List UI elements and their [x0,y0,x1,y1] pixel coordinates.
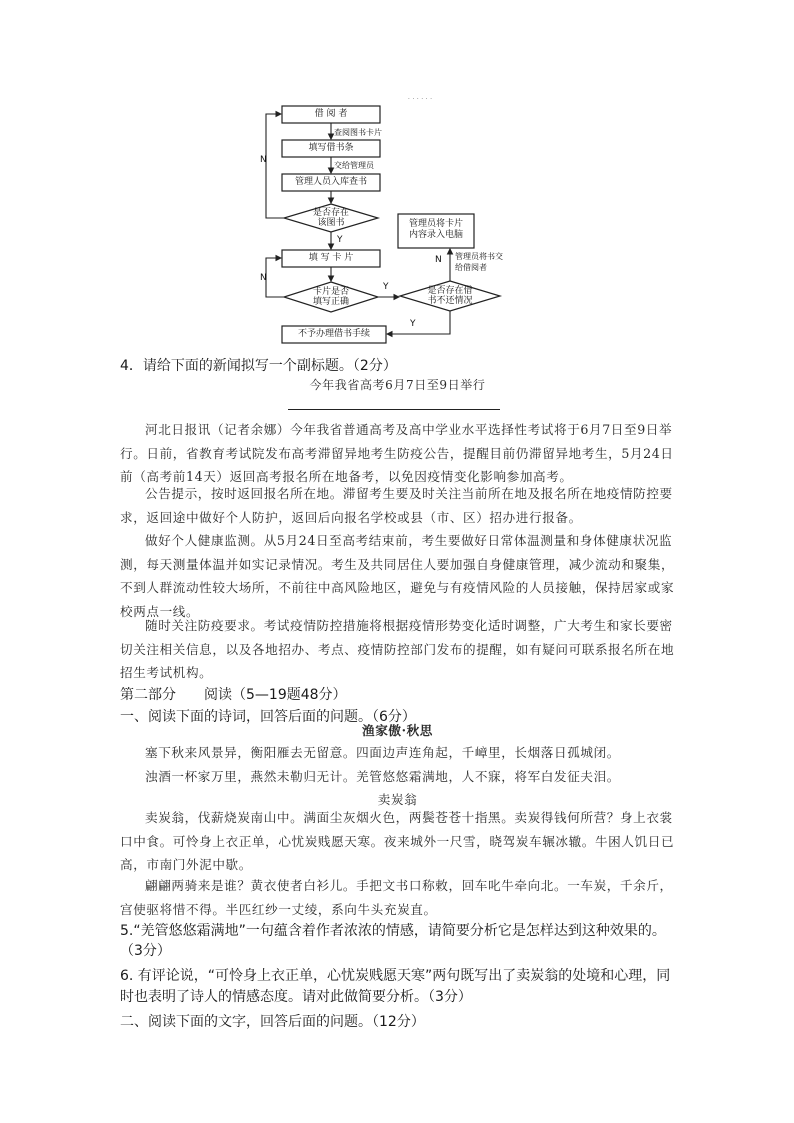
news-paragraph-2: 公告提示，按时返回报名所在地。滞留考生要及时关注当前所在地及报名所在地疫情防控要求，返回途中做好个人防护，返回后向报名学校或县（市、区）招办进行报备。 [120,486,673,525]
poem-1-title: 渔家傲·秋思 [362,723,433,738]
decision-overdue-line2: 书不还情况 [427,296,473,306]
box-admin-search-label: 管理人员入库查书 [294,177,367,187]
part-2-heading: 第二部分 阅读（5—19题48分） [120,687,347,703]
section-1-heading: 一、阅读下面的诗词，回答后面的问题。（6分） [120,709,416,725]
decision-card-ok-label [296,287,366,307]
box-admin-record-line1: 管理员将卡片 [408,219,463,229]
label-n-3: N [435,255,442,265]
question-6: 6. 有评论说，“可怜身上衣正单，心忧炭贱愿天寒”两句既写出了卖炭翁的处境和心理，同时也表明了诗人的情感态度。请对此做简要分析。（3分） [120,968,671,1005]
question-5: 5.“羌管悠悠霜满地”一句蕴含着作者浓浓的情感，请简要分析它是怎样达到这种效果的。（3分） [120,923,666,959]
decision-card-ok-line2: 填写正确 [312,297,349,307]
box-admin-record-label [400,219,472,241]
poem-1-line-2: 浊酒一杯家万里，燕然未勒归无计。羌管悠悠霜满地，人不寐，将军白发征夫泪。 [145,769,620,784]
news-headline: 今年我省高考6月7日至9日举行 [309,378,486,392]
label-y-2: Y [383,282,389,292]
box-admin-record-line2: 内容录入电脑 [408,230,463,240]
give-book-line2: 给借阅者 [455,263,487,272]
decision-overdue-line1: 是否存在借 [427,286,473,296]
check-card-label: 查阅图书卡片 [334,128,382,137]
poem-2-paragraph-2: 翩翩两骑来是谁？黄衣使者白衫儿。手把文书口称敕，回车叱牛牵向北。一车炭，千余斤，宫使驱将惜不得。半匹红纱一丈绫，系向牛头充炭直。 [120,878,673,917]
box-borrower-label: 借 阅 者 [314,109,348,119]
subtitle-answer-line [288,409,500,410]
label-y-3: Y [410,319,416,329]
news-paragraph-4: 随时关注防疫要求。考试疫情防控措施将根据疫情形势变化适时调整，广大考生和家长要密切关注相关信息，以及各地招办、考点、疫情防控部门发布的提醒，如有疑问可联系报名所在地招生考试机构。 [120,618,675,680]
poem-1-line-1: 塞下秋来风景异，衡阳雁去无留意。四面边声连角起，千嶂里，长烟落日孤城闭。 [145,745,620,760]
decision-in-stock-line2: 该图书 [317,218,345,228]
poem-2-title: 卖炭翁 [377,792,418,807]
news-paragraph-3: 做好个人健康监测。从5月24日至高考结束前，考生要做好日常体温测量和身体健康状况监测，每天测量体温并如实记录情况。考生及共同居住人要加强自身健康管理，减少流动和聚集，不到人群流动性较大场所，不前往中高风险地区，避免与有疫情风险的人员接触，保持居家或家校两点一线。 [120,533,675,619]
label-n-2: N [260,273,267,283]
question-4-prompt: 4．请给下面的新闻拟写一个副标题。（2分） [120,358,397,374]
section-2-heading: 二、阅读下面的文字，回答后面的问题。（12分） [120,1014,425,1030]
label-y-1: Y [337,235,343,245]
box-fill-slip-label: 填写借书条 [308,143,354,153]
decision-card-ok-line1: 卡片是否 [312,287,349,297]
hand-admin-label: 交给管理员 [334,161,374,170]
give-book-line1: 管理员将书交 [455,252,503,261]
box-refuse-label: 不予办理借书手续 [297,329,370,339]
label-n-1: N [260,155,267,165]
decision-overdue-label [415,286,485,306]
box-fill-card-label: 填 写 卡 片 [308,253,354,263]
decision-in-stock-label [296,208,366,228]
poem-2-paragraph-1: 卖炭翁，伐薪烧炭南山中。满面尘灰烟火色，两鬓苍苍十指黑。卖炭得钱何所营？身上衣裳口中食。可怜身上衣正单，心忧炭贱愿天寒。夜来城外一尺雪，晓驾炭车辗冰辙。牛困人饥日已高，市南门外泥中歇。 [120,810,675,872]
give-book-label [455,251,503,273]
decision-in-stock-line1: 是否存在 [312,208,349,218]
library-borrowing-flowchart [250,92,510,350]
top-fragment: · · · · · · [407,95,433,103]
news-paragraph-1: 河北日报讯（记者余娜）今年我省普通高考及高中学业水平选择性考试将于6月7日至9日举行。日前，省教育考试院发布高考滞留异地考生防疫公告，提醒目前仍滞留异地考生，5月24日前（高考前14天）返回高考报名所在地备考，以免因疫情变化影响参加高考。 [120,422,674,484]
